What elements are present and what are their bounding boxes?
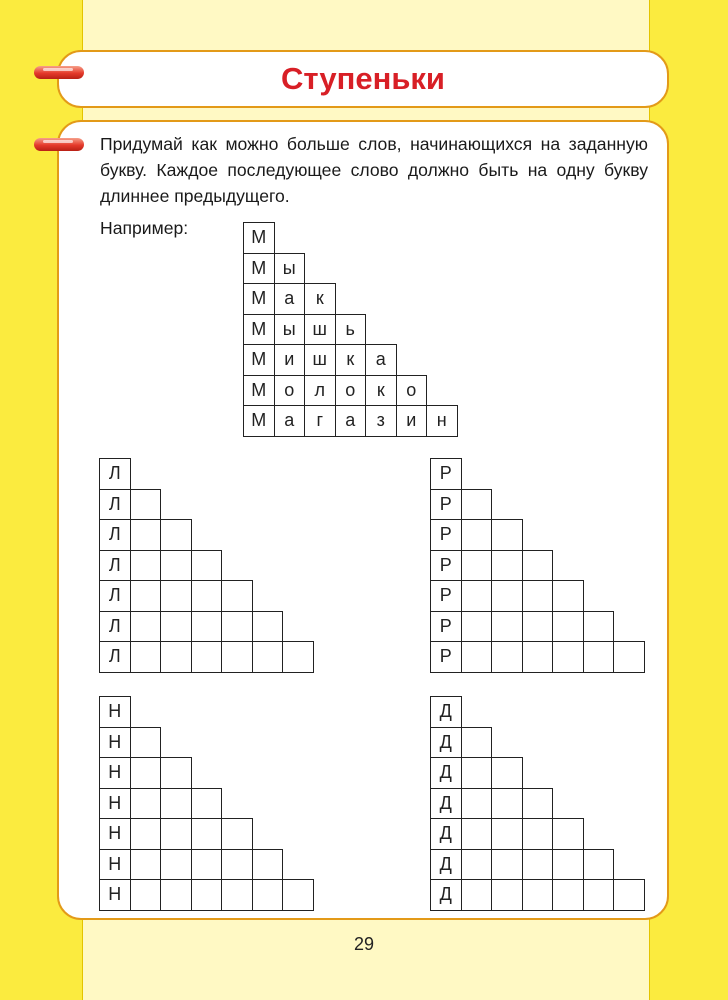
start-letter-cell: Д <box>430 696 462 728</box>
answer-cell[interactable] <box>130 788 162 820</box>
answer-cell[interactable] <box>522 879 554 911</box>
example-letter-cell: М <box>243 222 275 254</box>
answer-cell[interactable] <box>461 550 493 582</box>
answer-cell[interactable] <box>583 849 615 881</box>
start-letter-cell: Н <box>99 788 131 820</box>
example-letter-cell: к <box>335 344 367 376</box>
answer-cell[interactable] <box>160 879 192 911</box>
answer-cell[interactable] <box>461 818 493 850</box>
example-letter-cell: и <box>274 344 306 376</box>
example-letter-cell: М <box>243 375 275 407</box>
start-letter-cell: Л <box>99 489 131 521</box>
answer-cell[interactable] <box>461 519 493 551</box>
start-letter-cell: Д <box>430 727 462 759</box>
answer-cell[interactable] <box>522 788 554 820</box>
example-letter-cell: ь <box>335 314 367 346</box>
start-letter-cell: Р <box>430 519 462 551</box>
answer-cell[interactable] <box>130 727 162 759</box>
answer-cell[interactable] <box>130 550 162 582</box>
start-letter-cell: Д <box>430 757 462 789</box>
answer-cell[interactable] <box>130 849 162 881</box>
answer-cell[interactable] <box>522 849 554 881</box>
answer-cell[interactable] <box>552 641 584 673</box>
answer-cell[interactable] <box>552 611 584 643</box>
answer-cell[interactable] <box>491 580 523 612</box>
answer-cell[interactable] <box>130 519 162 551</box>
answer-cell[interactable] <box>282 641 314 673</box>
example-label: Например: <box>100 218 189 238</box>
answer-cell[interactable] <box>221 641 253 673</box>
answer-cell[interactable] <box>191 879 223 911</box>
start-letter-cell: Л <box>99 458 131 490</box>
answer-cell[interactable] <box>522 611 554 643</box>
answer-cell[interactable] <box>461 879 493 911</box>
answer-cell[interactable] <box>461 489 493 521</box>
answer-cell[interactable] <box>552 580 584 612</box>
example-letter-cell: з <box>365 405 397 437</box>
answer-cell[interactable] <box>130 611 162 643</box>
answer-cell[interactable] <box>252 641 284 673</box>
answer-cell[interactable] <box>552 879 584 911</box>
start-letter-cell: Л <box>99 641 131 673</box>
answer-cell[interactable] <box>160 519 192 551</box>
answer-cell[interactable] <box>461 727 493 759</box>
start-letter-cell: Р <box>430 611 462 643</box>
answer-cell[interactable] <box>552 818 584 850</box>
start-letter-cell: Н <box>99 818 131 850</box>
page-title: Ступеньки <box>281 61 445 96</box>
start-letter-cell: Р <box>430 458 462 490</box>
answer-cell[interactable] <box>583 879 615 911</box>
example-letter-cell: а <box>335 405 367 437</box>
example-letter-cell: М <box>243 253 275 285</box>
instruction-text: Придумай как можно больше слов, начинающихся на заданную букву. Каждое последующее слово должно быть на одну букву длиннее предыдущего. <box>100 134 648 206</box>
answer-cell[interactable] <box>191 580 223 612</box>
start-letter-cell: Н <box>99 727 131 759</box>
answer-cell[interactable] <box>221 580 253 612</box>
start-letter-cell: Н <box>99 879 131 911</box>
example-letter-cell: ш <box>304 344 336 376</box>
answer-cell[interactable] <box>491 757 523 789</box>
answer-cell[interactable] <box>160 849 192 881</box>
example-letter-cell: о <box>335 375 367 407</box>
answer-cell[interactable] <box>191 611 223 643</box>
example-letter-cell: к <box>365 375 397 407</box>
answer-cell[interactable] <box>221 611 253 643</box>
answer-cell[interactable] <box>461 849 493 881</box>
answer-cell[interactable] <box>130 757 162 789</box>
answer-cell[interactable] <box>221 879 253 911</box>
example-letter-cell: о <box>274 375 306 407</box>
answer-cell[interactable] <box>221 849 253 881</box>
answer-cell[interactable] <box>130 818 162 850</box>
example-letter-cell: М <box>243 344 275 376</box>
example-letter-cell: М <box>243 283 275 315</box>
start-letter-cell: Л <box>99 580 131 612</box>
answer-cell[interactable] <box>491 818 523 850</box>
answer-cell[interactable] <box>160 788 192 820</box>
start-letter-cell: Л <box>99 550 131 582</box>
answer-cell[interactable] <box>160 580 192 612</box>
answer-cell[interactable] <box>282 879 314 911</box>
answer-cell[interactable] <box>461 788 493 820</box>
example-letter-cell: л <box>304 375 336 407</box>
start-letter-cell: Р <box>430 489 462 521</box>
answer-cell[interactable] <box>252 611 284 643</box>
answer-cell[interactable] <box>583 641 615 673</box>
answer-cell[interactable] <box>221 818 253 850</box>
title-box <box>57 50 669 108</box>
answer-cell[interactable] <box>252 879 284 911</box>
answer-cell[interactable] <box>613 641 645 673</box>
answer-cell[interactable] <box>461 641 493 673</box>
answer-cell[interactable] <box>491 879 523 911</box>
answer-cell[interactable] <box>130 489 162 521</box>
answer-cell[interactable] <box>160 818 192 850</box>
answer-cell[interactable] <box>491 849 523 881</box>
start-letter-cell: Н <box>99 849 131 881</box>
example-letter-cell: ы <box>274 253 306 285</box>
answer-cell[interactable] <box>160 757 192 789</box>
answer-cell[interactable] <box>191 818 223 850</box>
answer-cell[interactable] <box>130 879 162 911</box>
answer-cell[interactable] <box>583 611 615 643</box>
instruction-bullet-icon <box>34 138 84 151</box>
example-letter-cell: н <box>426 405 458 437</box>
answer-cell[interactable] <box>130 580 162 612</box>
start-letter-cell: Л <box>99 519 131 551</box>
answer-cell[interactable] <box>522 580 554 612</box>
title-bullet-icon <box>34 66 84 79</box>
start-letter-cell: Н <box>99 757 131 789</box>
page-number: 29 <box>353 934 375 954</box>
answer-cell[interactable] <box>552 849 584 881</box>
answer-cell[interactable] <box>491 550 523 582</box>
example-letter-cell: а <box>365 344 397 376</box>
example-letter-cell: ы <box>274 314 306 346</box>
example-letter-cell: ш <box>304 314 336 346</box>
start-letter-cell: Р <box>430 641 462 673</box>
start-letter-cell: Д <box>430 818 462 850</box>
example-letter-cell: М <box>243 314 275 346</box>
answer-cell[interactable] <box>613 879 645 911</box>
start-letter-cell: Н <box>99 696 131 728</box>
answer-cell[interactable] <box>191 849 223 881</box>
answer-cell[interactable] <box>491 611 523 643</box>
example-letter-cell: к <box>304 283 336 315</box>
answer-cell[interactable] <box>160 550 192 582</box>
answer-cell[interactable] <box>461 580 493 612</box>
example-letter-cell: М <box>243 405 275 437</box>
start-letter-cell: Р <box>430 550 462 582</box>
answer-cell[interactable] <box>491 788 523 820</box>
start-letter-cell: Л <box>99 611 131 643</box>
answer-cell[interactable] <box>491 519 523 551</box>
answer-cell[interactable] <box>461 611 493 643</box>
start-letter-cell: Р <box>430 580 462 612</box>
example-letter-cell: а <box>274 405 306 437</box>
example-letter-cell: и <box>396 405 428 437</box>
answer-cell[interactable] <box>461 757 493 789</box>
answer-cell[interactable] <box>252 849 284 881</box>
start-letter-cell: Д <box>430 788 462 820</box>
example-letter-cell: а <box>274 283 306 315</box>
answer-cell[interactable] <box>522 550 554 582</box>
answer-cell[interactable] <box>491 641 523 673</box>
start-letter-cell: Д <box>430 849 462 881</box>
answer-cell[interactable] <box>191 641 223 673</box>
start-letter-cell: Д <box>430 879 462 911</box>
answer-cell[interactable] <box>191 788 223 820</box>
answer-cell[interactable] <box>522 641 554 673</box>
answer-cell[interactable] <box>160 641 192 673</box>
answer-cell[interactable] <box>522 818 554 850</box>
answer-cell[interactable] <box>160 611 192 643</box>
example-letter-cell: г <box>304 405 336 437</box>
example-letter-cell: о <box>396 375 428 407</box>
answer-cell[interactable] <box>130 641 162 673</box>
answer-cell[interactable] <box>191 550 223 582</box>
